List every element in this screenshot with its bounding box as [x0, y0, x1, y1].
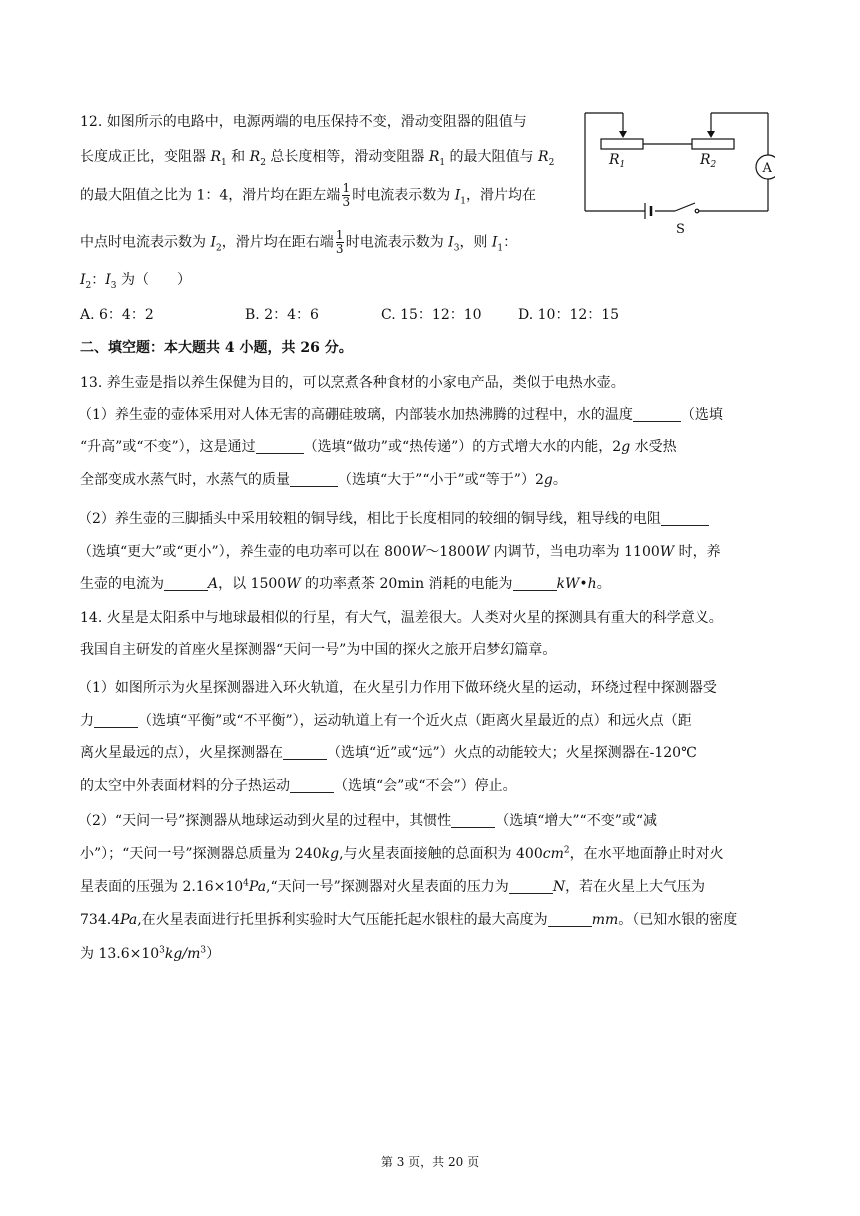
q12-line-2: 长度成正比，变阻器 $R_1$ 和 $R_2$ 总长度相等，滑动变阻器 $R_1$ 的最大阻值与 $R_2$ — [80, 149, 555, 168]
q14-line-6: 的太空中外表面材料的分子热运动 （选填“会”或“不会”）停止。 — [80, 778, 517, 794]
q14-line-2: 我国自主研发的首座火星探测器“天问一号”为中国的探火之旅开启梦幻篇章。 — [80, 642, 557, 658]
switch-label: S — [676, 222, 685, 235]
q14-line-7: （2）“天问一号”探测器从地球运动到火星的过程中，其惯性 （选填“增大”“不变”或“减 — [78, 813, 658, 829]
section-heading-fill-in: 二、填空题：本大题共 4 小题，共 26 分。 — [80, 340, 353, 356]
fraction-one-third-b: $\frac{1}{3}$ — [335, 228, 344, 256]
q14-line-9: 星表面的压强为 $2.16\times 10^4Pa,“$天问一号”探测器对火星表面的压力为 N，若在火星上大气压为 — [80, 878, 706, 895]
q12-line-4: 中点时电流表示数为 $I_2$，滑片均在距右端 $\frac{1}{3}$ 时电流表示数为 $I_3$，则 $I_1$： — [80, 228, 518, 256]
fraction-one-third: $\frac{1}{3}$ — [342, 181, 351, 209]
q14-line-11: 为 $13.6\times 10^3kg/m^3$） — [80, 945, 221, 962]
q12-line-3: 的最大阻值之比为 1：4，滑片均在距左端 $\frac{1}{3}$ 时电流表示数为 $I_1$，滑片均在 — [80, 181, 536, 209]
svg-text:R2: $R_2$ — [700, 152, 717, 170]
q13-line-6: （选填“更大”或“更小”），养生壶的电功率可以在 800W～1800W 内调节，当电功率为 1100W 时，养 — [78, 544, 721, 560]
option-a: A. 6：4：2 — [80, 307, 154, 323]
q14-line-4: 力 （选填“平衡”或“不平衡”），运动轨道上有一个近火点（距离火星最近的点）和远火点（距 — [80, 713, 692, 729]
circuit-diagram — [575, 103, 775, 235]
q13-line-3: “升高”或“不变”），这是通过 （选填“做功”或“热传递”）的方式增大水的内能，2g 水受热 — [80, 439, 677, 455]
ammeter-label: A — [762, 161, 772, 176]
q14-line-3: （1）如图所示为火星探测器进入环火轨道，在火星引力作用下做环绕火星的运动，环绕过程中探测器受 — [78, 680, 717, 696]
q14-line-8: 小”）；“天问一号”探测器总质量为 240kg,与火星表面接触的总面积为 $400cm^2$，在水平地面静止时对火 — [80, 845, 724, 862]
q13-line-2: （1）养生壶的壶体采用对人体无害的高硼硅玻璃，内部装水加热沸腾的过程中，水的温度 （选填 — [78, 407, 723, 423]
page-footer: 第 3 页，共 20 页 — [380, 1155, 480, 1169]
q13-line-7: 生壶的电流为 A，以 1500W 的功率煮茶 20min 消耗的电能为 kW•h。 — [80, 576, 611, 592]
q12-line-1: 12. 如图所示的电路中，电源两端的电压保持不变，滑动变阻器的阻值与 — [80, 114, 527, 130]
option-c: C. 15：12：10 — [381, 307, 482, 323]
q13-line-5: （2）养生壶的三脚插头中采用较粗的铜导线，相比于长度相同的较细的铜导线，粗导线的电阻 — [78, 509, 709, 529]
q13-line-4: 全部变成水蒸气时，水蒸气的质量 （选填“大于”“小于”或“等于”）2g。 — [80, 472, 567, 488]
q13-line-1: 13. 养生壶是指以养生保健为目的，可以烹煮各种食材的小家电产品，类似于电热水壶。 — [80, 375, 625, 391]
svg-text:R1: $R_1$ — [609, 152, 626, 170]
q14-line-1: 14. 火星是太阳系中与地球最相似的行星，有大气，温差很大。人类对火星的探测具有重大的科学意义。 — [80, 610, 723, 626]
option-b: B. 2：4：6 — [245, 307, 319, 323]
q12-line-5: $I_2$：$I_3$ 为（ ） — [80, 272, 191, 291]
option-d: D. 10：12：15 — [518, 307, 620, 323]
q14-line-5: 离火星最远的点），火星探测器在 （选填“近”或“远”）火点的动能较大；火星探测器在-120℃ — [80, 745, 697, 761]
q14-line-10: 734.4Pa,在火星表面进行托里拆利实验时大气压能托起水银柱的最大高度为 mm。（已知水银的密度 — [80, 912, 738, 928]
